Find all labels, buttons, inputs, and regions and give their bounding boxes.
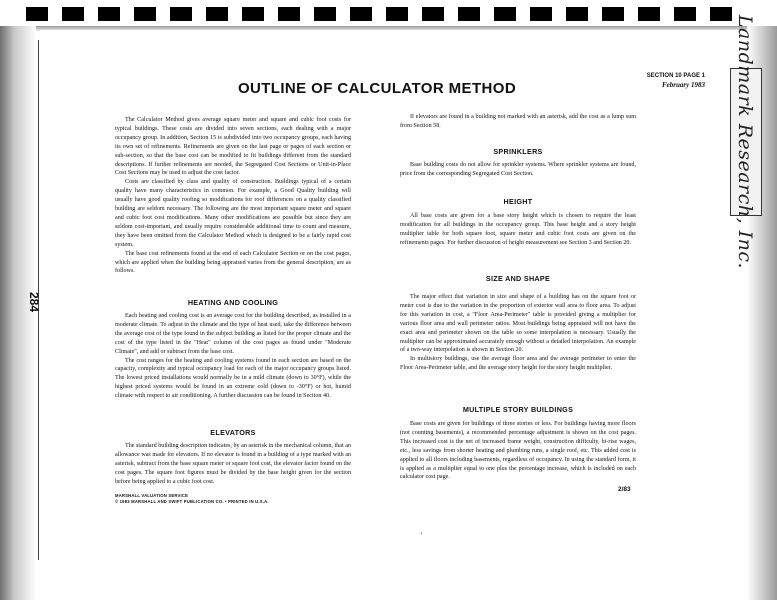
publisher-footer [115,493,351,505]
paragraph: Base building costs do not allow for sprinkler systems. Where sprinkler systems are found, price from the corresponding Segregated Cost Section. [400,162,636,177]
paragraph: The major effect that variation in size and shape of a building has on the square foot or meter cost is due to the variation in the proportion of exterior wall area to floor area. To adjust for this variation in cost, a "Floor Area-Perimeter" table is provided giving a multiplier for various floor area and wall perimeter ratios. Most buildings being appraised will not have the exact area and perimeter shown on the table so some interpolation is necessary. Usually the multiplier can be approximated accurately enough without a detailed interpolation. An example of a two-way interpolation is shown in Section 20. [400,294,636,354]
sprocket-hole [314,7,336,21]
section-date: February 1983 [662,81,705,89]
sprocket-hole [674,7,696,21]
side-page-number: 284 [27,291,42,313]
size-shape-section [400,293,636,373]
sprocket-hole [638,7,660,21]
size-shape-heading: SIZE AND SHAPE [485,274,551,283]
sprocket-hole [566,7,588,21]
paragraph: All base costs are given for a base story height which is chosen to require the least modification for all buildings in the occupancy group. This base height and a story height multiplier table for both square foot, square meter and cubic foot costs are given on the refinements pages. For further discussion of height measurement see Section 3 and Section 20. [400,213,636,246]
paragraph: In multistory buildings, use the average floor area and the average perimeter to enter the Floor Area-Perimeter table, and the average story height for the story height multiplier. [400,356,636,372]
sprocket-hole [170,7,192,21]
sprocket-hole [98,7,120,21]
sprinklers-section [400,161,636,179]
sprocket-hole [26,7,48,21]
section-label: SECTION 10 PAGE 1 [646,73,705,79]
sprinklers-heading: SPRINKLERS [493,147,543,156]
sprocket-hole [206,7,228,21]
company-stamp-text: Landmark Research, Inc. [734,14,756,270]
paragraph: The cost ranges for the heating and cooling systems found in each section are based on the capacity, complexity and typical occupancy load for each of the major occupancy groups listed. The lowest priced installations would normally be in a mild climate (down to 30°F), while the highest priced systems would be found in an extreme cold (down to -30°F) or hot, humid climate with respect to air conditioning. A further discussion can be found in Section 40. [115,357,351,400]
sprocket-hole [494,7,516,21]
copyright-line: © 1983 MARSHALL AND SWIFT PUBLICATION CO. • PRINTED IN U.S.A. [115,499,269,504]
height-heading: HEIGHT [503,197,533,206]
sprocket-hole [530,7,552,21]
paragraph: If elevators are found in a building not marked with an asterisk, add the cost as a lump sum from Section 58. [400,114,636,129]
stray-mark: ′ [420,531,422,540]
heating-heading: HEATING AND COOLING [187,298,279,307]
page-footer-date: 2/83 [618,486,631,493]
sprocket-hole [710,7,732,21]
height-section [400,212,636,248]
scan-edge-left [0,26,36,600]
paragraph: The standard building description indicates, by an asterisk in the mechanical column, that an allowance was made for elevators. If no elevator is found in a building of a type marked with an asterisk, subtract from the base square meter or square foot cost, the elevator factor found on the cost pages. The square foot figures must be divided by the base height given for the section before being applied to a cubic foot cost. [115,443,351,485]
paragraph: The Calculator Method gives average square meter and square and cubic foot costs for typical buildings. These costs are divided into seven sections, each dealing with a major occupancy group. In addition, Section 15 is subdivided into two occupancy groups, each having its own set of refinements. Refinements are given on the last page or pages of each section or sub-section, so that the base cost can be modified to fit buildings different from the standard descriptions. If further refinements are needed, the Segregated Cost Sections or Unit-in-Place Cost Sections may be used to adjust the cost factor. [115,117,351,177]
sprocket-hole [242,7,264,21]
sprocket-hole [278,7,300,21]
film-sprocket-strip [0,2,777,26]
elevators-section [115,442,351,487]
page-title: OUTLINE OF CALCULATOR METHOD [237,80,517,97]
publisher-line: MARSHALL VALUATION SERVICE [115,493,189,498]
multistory-heading: MULTIPLE STORY BUILDINGS [462,405,574,414]
elevators-heading: ELEVATORS [210,428,256,437]
sprocket-hole [134,7,156,21]
paragraph: Costs are classified by class and quality of construction. Buildings typical of a certain quality have many characteristics in common. For example, a Good Quality building will usually have good quality roofing so modifications for roof differences on a quality classified building are seldom necessary. The following are the most important square meter and square and cubic foot cost modifications. Many other modifications are possible but since they are seldom cost-important, and usually require considerable additional time to count and measure, they have been omitted from the Calculator Method which is designed to be a fairly rapid cost system. [115,179,351,248]
section-header [585,72,705,90]
paragraph: Base costs are given for buildings of three stories or less. For buildings having more floors (not counting basements), a recommended percentage adjustment is shown on the cost pages. This increased cost is the net of increased frame weight, construction difficulty, hi-rise wages, etc., less savings from shorter heating and plumbing runs, a single roof, etc. This added cost is applied to all floors including basements, regardless of occupancy. In using the standard form, it is applied as a multiplier equal to one plus the percentage increase, which is included on each calculator cost page. [400,421,636,481]
sprocket-hole [602,7,624,21]
paragraph: The base cost refinements found at the end of each Calculator Section or on the cost pages, which are applied when the building being appraised varies from the general description, are as follows. [115,250,351,275]
sprocket-hole [422,7,444,21]
multistory-section [400,420,636,482]
paragraph: Each heating and cooling cost is an average cost for the building described, as installed in a moderate climate. To adjust to the climate and the type of heat used, take the difference between the average cost of the type found in the subject building as listed for the proper climate and the cost of the type listed in the "Heat" column of the cost pages as found under "Moderate Climate", and add or subtract from the base cost. [115,313,351,355]
sprocket-hole [62,7,84,21]
sprocket-hole [458,7,480,21]
sprocket-hole [350,7,372,21]
heating-section [115,312,351,401]
elevator-continued [400,113,636,131]
left-column-intro [115,116,351,276]
sprocket-hole [386,7,408,21]
